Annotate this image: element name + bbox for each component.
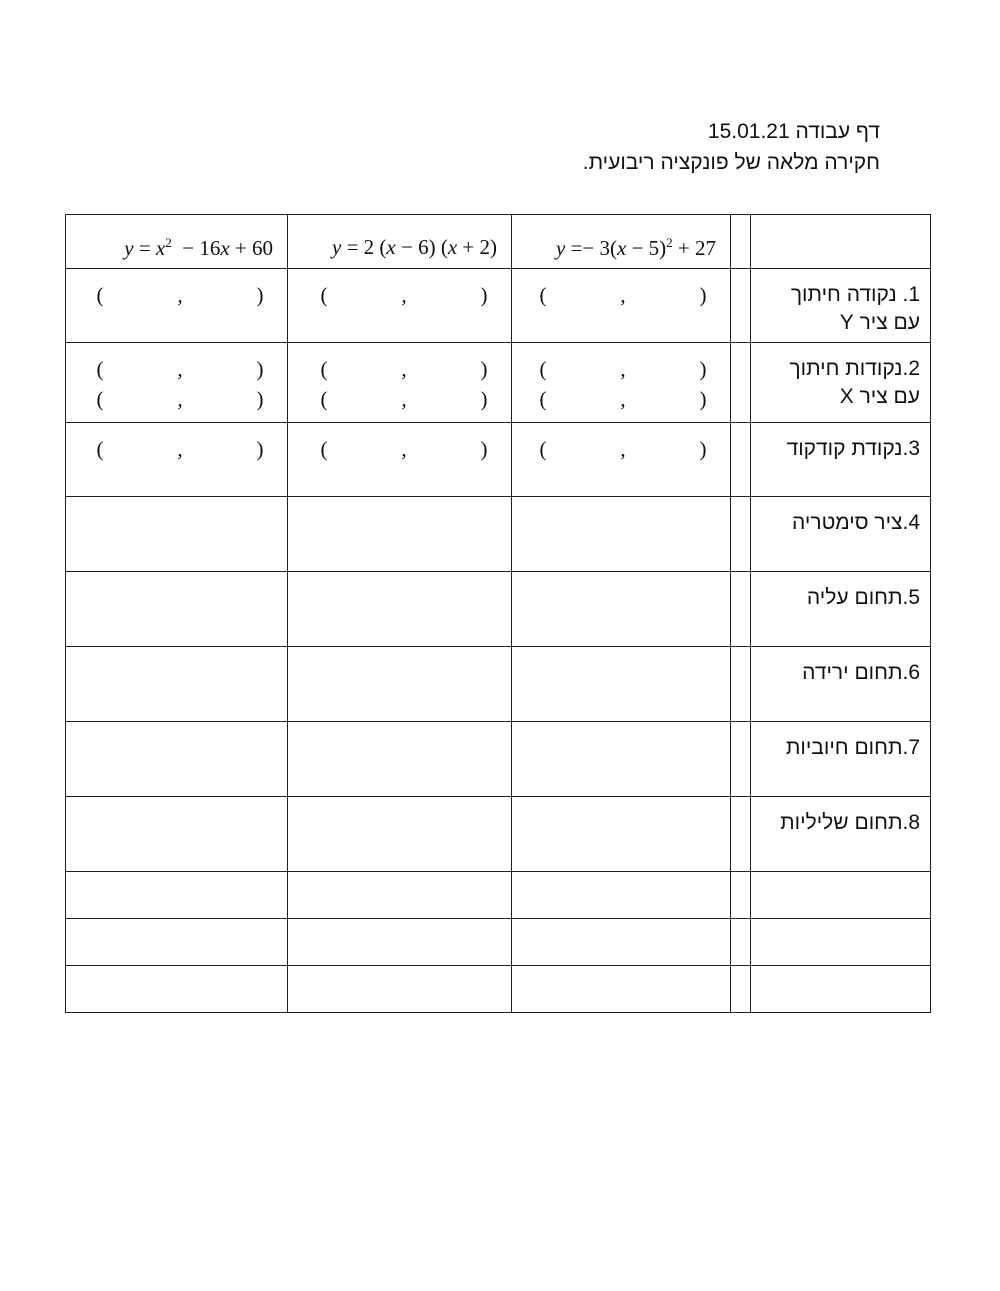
answer-cell[interactable] <box>66 572 288 647</box>
answer-cell[interactable] <box>66 797 288 872</box>
row-label: 5.תחום עליה <box>751 572 931 647</box>
point-blank: ( , ) <box>320 436 488 461</box>
point-blank: ( , ) <box>320 386 488 411</box>
answer-cell[interactable] <box>66 919 288 966</box>
point-blank: ( , ) <box>96 386 264 411</box>
point-blank: ( , ) <box>539 282 707 307</box>
answer-cell[interactable] <box>288 647 512 722</box>
point-blank: ( , ) <box>320 282 488 307</box>
answer-cell[interactable] <box>288 423 512 497</box>
table-row <box>66 497 931 572</box>
point-blank: ( , ) <box>96 436 264 461</box>
answer-cell[interactable] <box>66 722 288 797</box>
answer-cell[interactable] <box>512 872 731 919</box>
answer-cell[interactable] <box>512 647 731 722</box>
table-row <box>66 797 931 872</box>
answer-cell[interactable] <box>288 966 512 1013</box>
spacer-cell <box>731 215 751 269</box>
answer-cell[interactable] <box>512 919 731 966</box>
row-label <box>751 919 931 966</box>
worksheet-subtitle: חקירה מלאה של פונקציה ריבועית. <box>582 151 880 174</box>
answer-cell[interactable] <box>66 872 288 919</box>
answer-cell[interactable] <box>288 722 512 797</box>
point-blank: ( , ) <box>96 356 264 381</box>
spacer-cell <box>731 423 751 497</box>
table-row <box>66 647 931 722</box>
table-row <box>66 343 931 423</box>
spacer-cell <box>731 647 751 722</box>
answer-cell[interactable] <box>288 872 512 919</box>
point-blank: ( , ) <box>96 282 264 307</box>
answer-cell[interactable] <box>66 497 288 572</box>
answer-cell[interactable] <box>66 966 288 1013</box>
spacer-cell <box>731 722 751 797</box>
worksheet-table <box>65 214 931 1013</box>
answer-cell[interactable] <box>512 497 731 572</box>
point-blank: ( , ) <box>320 356 488 381</box>
table-row <box>66 269 931 343</box>
spacer-cell <box>731 797 751 872</box>
answer-cell[interactable] <box>512 343 731 423</box>
row-label: 4.ציר סימטריה <box>751 497 931 572</box>
header-row <box>66 215 931 269</box>
answer-cell[interactable] <box>512 572 731 647</box>
spacer-cell <box>731 966 751 1013</box>
table-row <box>66 722 931 797</box>
spacer-cell <box>731 269 751 343</box>
function-3-header: $y = x^2 - 16x + 60$ <box>66 215 288 269</box>
row-label <box>751 872 931 919</box>
spacer-cell <box>731 872 751 919</box>
answer-cell[interactable] <box>288 343 512 423</box>
spacer-cell <box>731 343 751 423</box>
worksheet-title: דף עבודה 15.01.21 <box>707 120 880 143</box>
answer-cell[interactable] <box>512 722 731 797</box>
function-2-header: y = 2 (x − 6) (x + 2) <box>288 215 512 269</box>
table-row <box>66 966 931 1013</box>
spacer-cell <box>731 919 751 966</box>
answer-cell[interactable] <box>512 797 731 872</box>
function-1-header: $y =- 3(x - 5)^2 + 27$ <box>512 215 731 269</box>
row-label: 7.תחום חיוביות <box>751 722 931 797</box>
answer-cell[interactable] <box>512 423 731 497</box>
worksheet-header <box>583 116 880 178</box>
answer-cell[interactable] <box>288 497 512 572</box>
answer-cell[interactable] <box>66 647 288 722</box>
point-blank: ( , ) <box>539 386 707 411</box>
row-label: 8.תחום שליליות <box>751 797 931 872</box>
answer-cell[interactable] <box>288 572 512 647</box>
table-row <box>66 572 931 647</box>
answer-cell[interactable] <box>288 797 512 872</box>
answer-cell[interactable] <box>288 269 512 343</box>
answer-cell[interactable] <box>288 919 512 966</box>
spacer-cell <box>731 497 751 572</box>
row-label: 6.תחום ירידה <box>751 647 931 722</box>
row-label: 2.נקודות חיתוך עם ציר X <box>751 343 931 423</box>
answer-cell[interactable] <box>512 269 731 343</box>
corner-cell <box>751 215 931 269</box>
point-blank: ( , ) <box>539 356 707 381</box>
table-row <box>66 423 931 497</box>
answer-cell[interactable] <box>66 269 288 343</box>
answer-cell[interactable] <box>66 423 288 497</box>
row-label: 3.נקודת קודקוד <box>751 423 931 497</box>
table-row <box>66 919 931 966</box>
point-blank: ( , ) <box>539 436 707 461</box>
answer-cell[interactable] <box>66 343 288 423</box>
table-row <box>66 872 931 919</box>
row-label <box>751 966 931 1013</box>
spacer-cell <box>731 572 751 647</box>
row-label: 1. נקודה חיתוך עם ציר Y <box>751 269 931 343</box>
answer-cell[interactable] <box>512 966 731 1013</box>
